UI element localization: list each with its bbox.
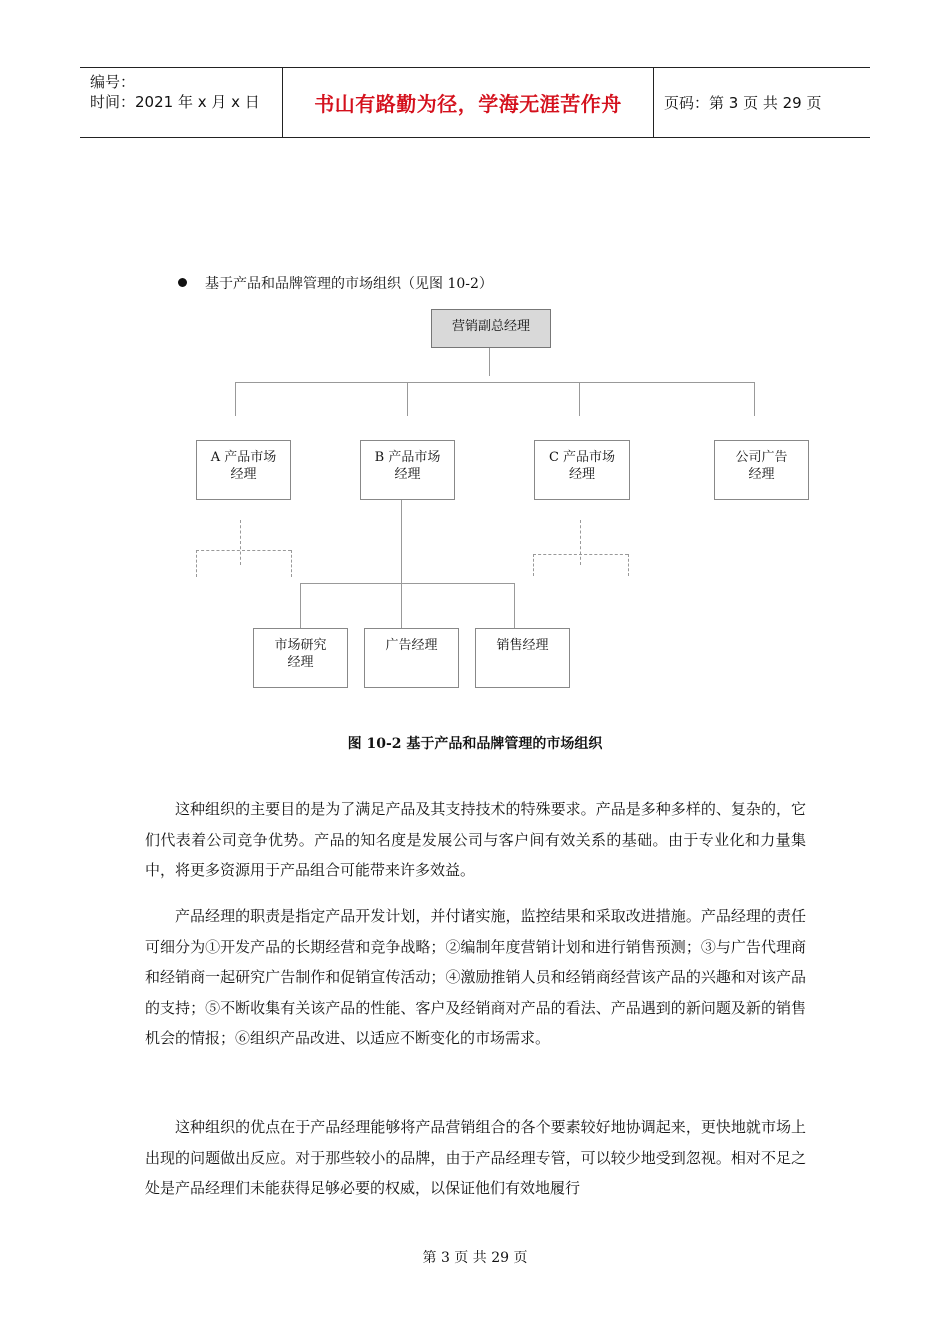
connector (300, 583, 301, 630)
page-code: 页码：第 3 页 共 29 页 (664, 94, 822, 112)
dashed-connector (580, 520, 581, 565)
org-node-label: 经理 (748, 467, 775, 482)
paragraph: 这种组织的优点在于产品经理能够将产品营销组合的各个要素较好地协调起来，更快地就市场上出现的问题做出反应。对于那些较小的品牌，由于产品经理专管，可以较少地受到忽视。相对不足之处是产品经理们未能获得足够必要的权威，以保证他们有效地履行 (145, 1118, 806, 1197)
page-footer: 第 3 页 共 29 页 (422, 1250, 528, 1266)
dashed-connector (628, 554, 629, 576)
org-node-a (196, 440, 291, 500)
connector (235, 382, 755, 383)
header-right (654, 68, 870, 137)
org-node-c (534, 440, 630, 500)
org-node-label: C 产品市场 (548, 450, 616, 465)
org-node-label: 经理 (287, 655, 314, 670)
org-node-label: 经理 (568, 467, 595, 482)
org-node-label: 经理 (230, 467, 257, 482)
section-heading (178, 273, 493, 293)
date-label: 时间：2021 年 x 月 x 日 (90, 93, 260, 111)
org-node-label: 公司广告 (735, 450, 788, 465)
org-node-b (360, 440, 455, 500)
connector (407, 382, 408, 416)
dashed-connector (196, 550, 291, 551)
bullet-icon (178, 278, 187, 287)
connector (579, 382, 580, 416)
header-left (80, 68, 282, 137)
dashed-connector (533, 554, 628, 555)
org-node-label: 销售经理 (496, 638, 549, 653)
dashed-connector (196, 550, 197, 577)
connector (235, 382, 236, 416)
org-node-label: B 产品市场 (374, 450, 441, 465)
header-middle (282, 68, 654, 137)
paragraph: 这种组织的主要目的是为了满足产品及其支持技术的特殊要求。产品是多种多样的、复杂的，它们代表着公司竞争优势。产品的知名度是发展公司与客户间有效关系的基础。由于专业化和力量集中，将更多资源用于产品组合可能带来许多效益。 (145, 800, 806, 879)
motto: 书山有路勤为径，学海无涯苦作舟 (314, 92, 622, 116)
number-label: 编号： (90, 73, 136, 91)
org-node-label: 广告经理 (385, 638, 438, 653)
connector (489, 348, 490, 376)
dashed-connector (240, 520, 241, 565)
connector (754, 382, 755, 416)
org-node-label: A 产品市场 (210, 450, 277, 465)
org-node-advertising (364, 628, 459, 688)
org-node-research (253, 628, 348, 688)
paragraph: 产品经理的职责是指定产品开发计划，并付诸实施，监控结果和采取改进措施。产品经理的责任可细分为①开发产品的长期经营和竞争战略；②编制年度营销计划和进行销售预测；③与广告代理商和经销商一起研究广告制作和促销宣传活动；④激励推销人员和经销商经营该产品的兴趣和对该产品的支持；⑤不断收集有关该产品的性能、客户及经销商对产品的看法、产品遇到的新问题及新的销售机会的情报；⑥组织产品改进、以适应不断变化的市场需求。 (145, 907, 806, 1047)
connector (300, 583, 515, 584)
figure-caption: 图 10-2 基于产品和品牌管理的市场组织 (347, 736, 603, 752)
dashed-connector (291, 550, 292, 577)
org-node-top (431, 309, 551, 348)
org-node-label: 市场研究 (274, 638, 327, 653)
connector (401, 500, 402, 630)
section-heading-text: 基于产品和品牌管理的市场组织（见图 10-2） (205, 276, 493, 292)
org-node-label: 经理 (394, 467, 421, 482)
connector (514, 583, 515, 630)
org-node-ad (714, 440, 809, 500)
dashed-connector (533, 554, 534, 576)
page-header (80, 67, 870, 138)
org-node-top-label: 营销副总经理 (451, 319, 530, 334)
org-node-sales (475, 628, 570, 688)
